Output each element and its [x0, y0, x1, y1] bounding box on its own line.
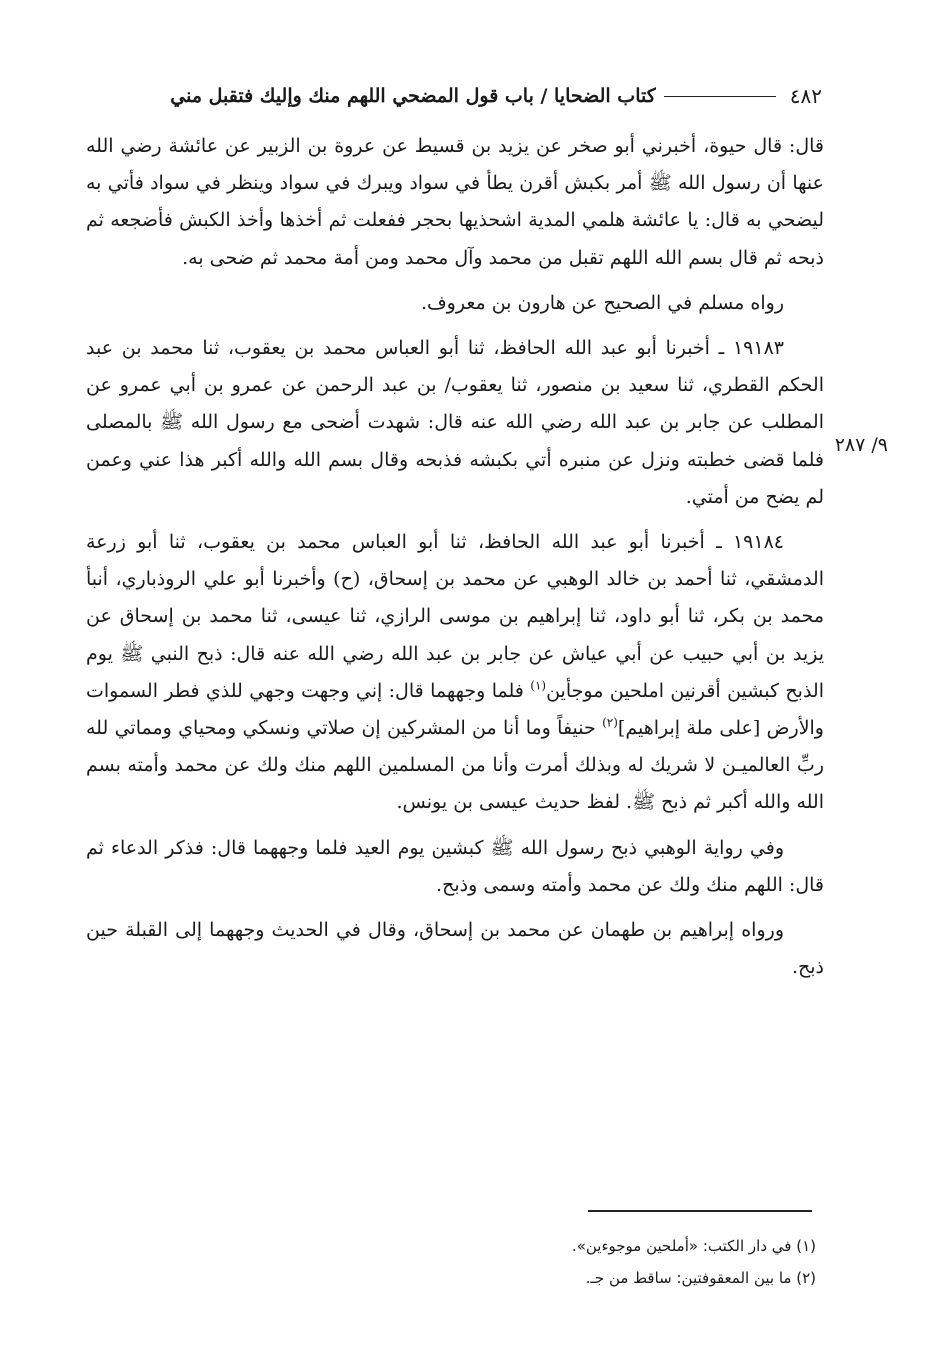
paragraph-6: ورواه إبراهيم بن طهمان عن محمد بن إسحاق، وقال في الحديث وجههما إلى القبلة حين ذبح.: [86, 919, 824, 979]
footnote-1: (١) في دار الكتب: «أملحين موجوءين».: [571, 1237, 816, 1255]
header-rule: [664, 96, 776, 97]
footnote-separator: [588, 1210, 812, 1212]
paragraph-4-part-1: ١٩١٨٤ ـ أخبرنا أبو عبد الله الحافظ، ثنا أبو العباس محمد بن يعقوب، ثنا أبو زرعة الدمشقي، ثنا أحمد بن خالد الوهبي عن محمد بن إسحاق، (ح) وأخبرنا أبو علي الروذباري، أنبأ محمد بن بكر، ثنا أبو داود، ثنا إبراهيم بن موسى الرازي، ثنا عيسى، ثنا محمد بن إسحاق عن يزيد بن أبي حبيب عن أبي عياش عن جابر بن عبد الله رضي الله عنه قال: ذبح النبي ﷺ يوم الذبح كبشين أقرنين املحين موجأين: [86, 531, 824, 702]
paragraph-4-part-3: حنيفاً وما أنا من المشركين إن صلاتي ونسكي ومحياي ومماتي لله ربِّ العالميـن لا شريك له وبذلك أمرت وأنا من المسلمين اللهم منك ولك عن محمد وأمته بسم الله والله أكبر ثم ذبح ﷺ. لفظ حديث عيسى بن يونس.: [86, 717, 824, 814]
paragraph-4: [86, 524, 824, 822]
footnote-2: (٢) ما بين المعقوفتين: ساقط من جـ.: [585, 1269, 816, 1287]
footnote-ref-2[interactable]: (٢): [602, 715, 618, 730]
footnote-ref-1[interactable]: (١): [530, 678, 547, 693]
paragraph-1: قال: قال حيوة، أخبرني أبو صخر عن يزيد بن قسيط عن عروة بن الزبير عن عائشة رضي الله عنها أن رسول الله ﷺ أمر بكبش أقرن يطأ في سواد ويبرك في سواد وينظر في سواد فأتي به ليضحي به قال: يا عائشة هلمي المدية اشحذيها بحجر ففعلت ثم أخذها وأخذ الكبش فأضجعه ثم ذبحه ثم قال بسم الله اللهم تقبل من محمد وآل محمد ومن أمة محمد ثم ضحى به.: [86, 135, 824, 269]
paragraph-2: رواه مسلم في الصحيح عن هارون بن معروف.: [420, 291, 784, 314]
running-header: [88, 76, 822, 116]
page-number: ٤٨٢: [789, 84, 822, 108]
paragraph-3: ١٩١٨٣ ـ أخبرنا أبو عبد الله الحافظ، ثنا أبو العباس محمد بن يعقوب، ثنا محمد بن عبد الحكم القطري، ثنا سعيد بن منصور، ثنا يعقوب/ بن عبد الرحمن عن عمرو بن أبي عمرو عن المطلب عن جابر بن عبد الله رضي الله عنه قال: شهدت أضحى مع رسول الله ﷺ بالمصلى فلما قضى خطبته ونزل عن منبره أتي بكبشه فذبحه وقال بسم الله والله أكبر هذا عني وعمن لم يضح من أمتي.: [86, 337, 824, 508]
margin-reference: ٩/ ٢٨٧: [834, 434, 888, 456]
paragraph-5: وفي رواية الوهبي ذبح رسول الله ﷺ كبشين يوم العيد فلما وجههما قال: فذكر الدعاء ثم قال: اللهم منك ولك عن محمد وأمته وسمى وذبح.: [86, 836, 824, 896]
main-text: [86, 128, 824, 986]
running-title: كتاب الضحايا / باب قول المضحي اللهم منك وإليك فتقبل مني: [170, 85, 656, 107]
footnotes: [300, 1230, 816, 1294]
paragraph-4-part-2: فلما وجههما قال: إني وجهت وجهي للذي فطر السموات والأرض [على ملة إبراهيم]: [86, 679, 824, 740]
